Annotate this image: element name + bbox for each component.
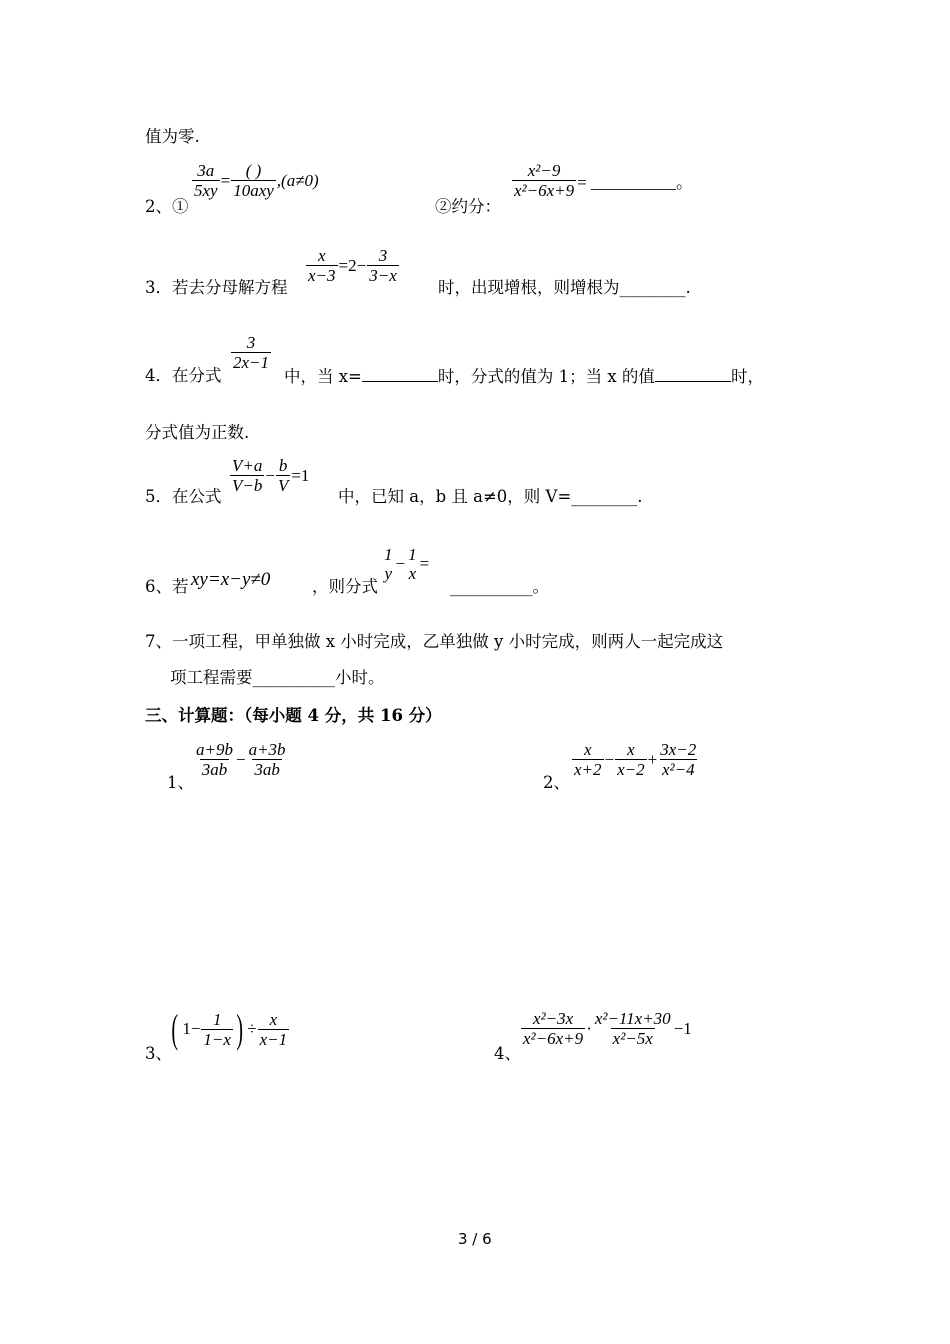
calc-2-label: 2、	[543, 773, 570, 792]
q5-prefix: 5．在公式	[145, 487, 222, 506]
q6-equation: 1 y − 1 x =	[384, 545, 430, 583]
q2-part2-equation: $\frac{\text{x²−9}}{\text{x²−6x+9}}$ = __________。	[514, 161, 693, 200]
calc-3-expression: ( 1− $\frac{1}{1-x}$ ) ÷ $\frac{x}{x-1}$	[171, 1006, 288, 1051]
q5-fraction-1: $\frac{V+a}{V-b}$	[232, 456, 263, 495]
section-3-title: 三、计算题：（每小题 4 分，共 16 分）	[145, 706, 442, 725]
calc-1-label: 1、	[167, 773, 194, 792]
q2-fraction-2: $\frac{( )}{\text{10axy}}$	[233, 161, 274, 200]
q2-equation: $\frac{3a}{5xy}$ = $\frac{( )}{\text{10axy}}$ ,(a≠0)	[194, 161, 319, 200]
q6-fraction-1: 1 y	[384, 545, 393, 583]
q2-prefix: 2、①	[145, 197, 189, 216]
q3-suffix: 时，出现增根，则增根为________.	[438, 278, 691, 297]
q6-prefix: 6、若	[145, 577, 189, 596]
q2-part2-label: ②约分：	[435, 197, 501, 216]
q6-suffix: __________。	[450, 577, 549, 596]
q6-fraction-2: 1 x	[408, 545, 417, 583]
q6-mid: ，则分式	[312, 577, 378, 596]
q4-line2: 分式值为正数.	[145, 423, 250, 442]
q4-prefix: 4．在分式	[145, 366, 222, 385]
q4-blank-1[interactable]	[362, 366, 438, 382]
calc-4-label: 4、	[494, 1044, 521, 1063]
q3-fraction-1: $\frac{x}{x-3}$	[308, 246, 336, 285]
calc-1-expression: $\frac{a+9b}{3ab}$ − $\frac{a+3b}{3ab}$	[196, 740, 286, 779]
q6-expression: xy=x−y≠0	[191, 569, 271, 590]
q7-line2: 项工程需要__________小时。	[170, 668, 385, 687]
q3-equation: $\frac{x}{x-3}$ =2− $\frac{3}{3-x}$	[308, 246, 397, 285]
q3-fraction-2: $\frac{3}{3-x}$	[369, 246, 397, 285]
calc-4-expression: $\frac{\text{x²−3x}}{\text{x²−6x+9}}$ · $\frac{\text{x²−11x+30}}{\text{x²−5x}}$ −1	[523, 1009, 692, 1048]
q3-prefix: 3．若去分母解方程	[145, 278, 288, 297]
q4-fraction: $\frac{3}{2x-1}$	[233, 333, 270, 372]
q5-equation: $\frac{V+a}{V-b}$ − $\frac{b}{V}$ =1	[232, 456, 310, 495]
q5-suffix: 中，已知 a，b 且 a≠0，则 V=________.	[338, 487, 643, 506]
page-number: 3 / 6	[458, 1230, 492, 1248]
calc-2-expression: $\frac{x}{x+2}$ − $\frac{x}{x-2}$ + $\frac{3x-2}{\text{x²−4}}$	[574, 740, 697, 779]
q4-line1: 中，当 x= 时，分式的值为 1；当 x 的值 时，	[284, 367, 764, 386]
q7-line1: 7、一项工程，甲单独做 x 小时完成，乙单独做 y 小时完成，则两人一起完成这	[145, 632, 724, 651]
calc-3-label: 3、	[145, 1044, 172, 1063]
text-line-top: 值为零.	[145, 127, 200, 146]
q4-blank-2[interactable]	[655, 366, 731, 382]
q5-fraction-2: $\frac{b}{V}$	[277, 456, 289, 495]
q2-fraction-3: $\frac{\text{x²−9}}{\text{x²−6x+9}}$	[514, 161, 575, 200]
q2-fraction-1: $\frac{3a}{5xy}$	[194, 161, 218, 200]
